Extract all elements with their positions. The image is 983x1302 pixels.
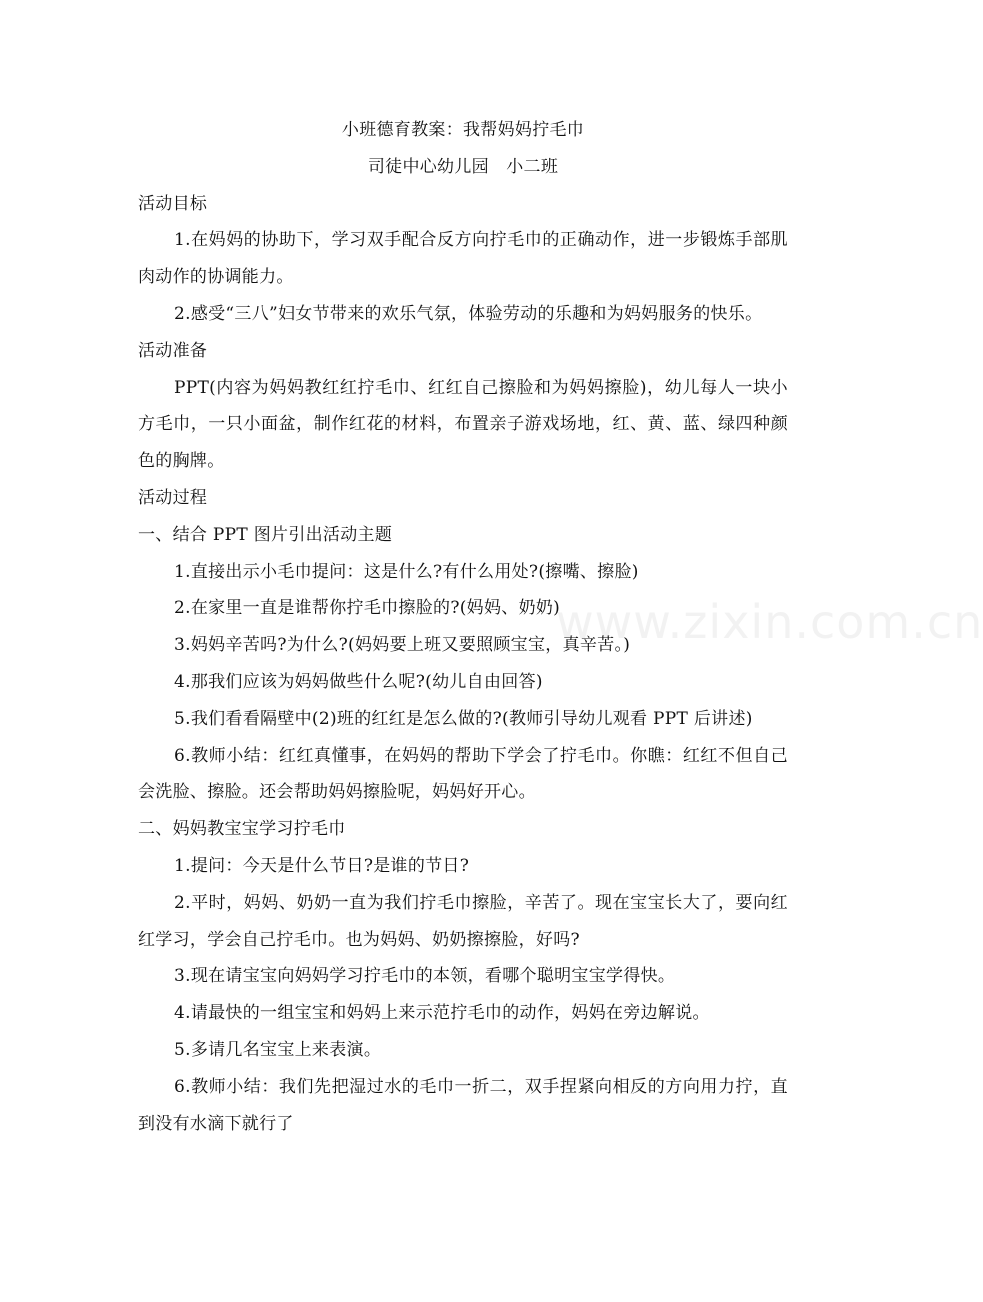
- part1-item-5: 5.我们看看隔壁中(2)班的红红是怎么做的?(教师引导幼儿观看 PPT 后讲述): [174, 708, 753, 729]
- part2-item-5: 5.多请几名宝宝上来表演。: [174, 1039, 382, 1060]
- part2-heading: 二、妈妈教宝宝学习拧毛巾: [138, 819, 346, 840]
- prep-paragraph: PPT(内容为妈妈教红红拧毛巾、红红自己擦脸和为妈妈擦脸)，幼儿每人一块小方毛巾，一只小面盆，制作红花的材料，布置亲子游戏场地，红、黄、蓝、绿四种颜色的胸牌。: [138, 377, 788, 472]
- part1-item-3: 3.妈妈辛苦吗?为什么?(妈妈要上班又要照顾宝宝，真辛苦。): [174, 635, 631, 656]
- part2-item-4: 4.请最快的一组宝宝和妈妈上来示范拧毛巾的动作，妈妈在旁边解说。: [174, 1003, 710, 1024]
- prep-heading: 活动准备: [138, 340, 208, 361]
- part2-item-2: 2.平时，妈妈、奶奶一直为我们拧毛巾擦脸，辛苦了。现在宝宝长大了，要向红红学习，学会自己拧毛巾。也为妈妈、奶奶擦擦脸，好吗?: [138, 892, 788, 950]
- part1-item-1: 1.直接出示小毛巾提问：这是什么?有什么用处?(擦嘴、擦脸): [174, 561, 639, 582]
- part2-item-1: 1.提问：今天是什么节日?是谁的节日?: [174, 855, 470, 876]
- document-subtitle: 司徒中心幼儿园 小二班: [367, 156, 559, 177]
- process-heading: 活动过程: [138, 487, 208, 508]
- part2-item-6: 6.教师小结：我们先把湿过水的毛巾一折二，双手捏紧向相反的方向用力拧，直到没有水滴下就行了: [138, 1076, 788, 1134]
- part1-item-2: 2.在家里一直是谁帮你拧毛巾擦脸的?(妈妈、奶奶): [174, 598, 561, 619]
- goal-item-2: 2.感受“三八”妇女节带来的欢乐气氛，体验劳动的乐趣和为妈妈服务的快乐。: [174, 303, 763, 324]
- part1-item-4: 4.那我们应该为妈妈做些什么呢?(幼儿自由回答): [174, 671, 543, 692]
- document-body: [138, 112, 788, 1142]
- part1-heading: 一、结合 PPT 图片引出活动主题: [138, 524, 393, 545]
- part1-item-6: 6.教师小结：红红真懂事，在妈妈的帮助下学会了拧毛巾。你瞧：红红不但自己会洗脸、擦脸。还会帮助妈妈擦脸呢，妈妈好开心。: [138, 745, 788, 803]
- goal-item-1: 1.在妈妈的协助下，学习双手配合反方向拧毛巾的正确动作，进一步锻炼手部肌肉动作的协调能力。: [138, 230, 788, 288]
- part2-item-3: 3.现在请宝宝向妈妈学习拧毛巾的本领，看哪个聪明宝宝学得快。: [174, 966, 676, 987]
- watermark: www.zixin.com.cn: [556, 595, 983, 649]
- document-title: 小班德育教案：我帮妈妈拧毛巾: [341, 120, 585, 140]
- goal-heading: 活动目标: [138, 193, 208, 214]
